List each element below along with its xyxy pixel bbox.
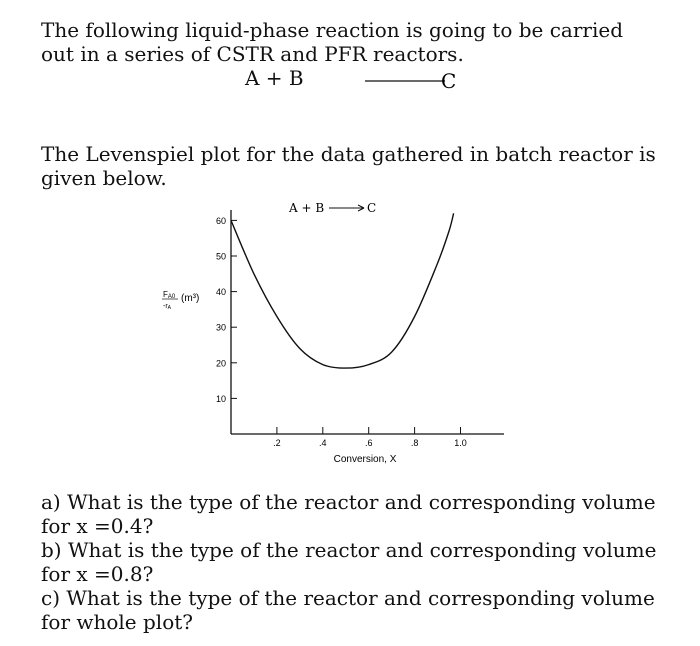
- x-tick-label: .6: [364, 438, 373, 448]
- y-tick-label: 20: [215, 358, 226, 369]
- ylabel-numerator: FA0: [163, 290, 176, 300]
- y-axis-label: [162, 290, 199, 311]
- y-tick-label: 40: [215, 287, 226, 298]
- levenspiel-paragraph: The Levenspiel plot for the data gathered in batch reactor is given below.: [41, 142, 656, 190]
- x-tick-label: .8: [410, 438, 419, 448]
- ylabel-unit: (m³): [181, 293, 200, 304]
- y-tick-label: 10: [215, 393, 226, 404]
- x-tick-label: .4: [319, 438, 327, 448]
- question-a: a) What is the type of the reactor and corresponding volume for x =0.4?: [41, 490, 656, 538]
- y-ticks: [216, 216, 237, 404]
- y-tick-label: 30: [215, 322, 226, 333]
- x-tick-label: .2: [273, 438, 281, 448]
- levenspiel-curve: [231, 213, 454, 368]
- reaction-reactants: A + B: [245, 66, 304, 90]
- questions: [41, 490, 661, 634]
- ylabel-denominator: -rA: [163, 303, 172, 311]
- question-c: c) What is the type of the reactor and corresponding volume for whole plot?: [41, 586, 655, 634]
- x-axis-label: Conversion, X: [333, 454, 397, 465]
- question-b: b) What is the type of the reactor and corresponding volume for x =0.8?: [41, 538, 657, 586]
- intro-paragraph: The following liquid-phase reaction is going to be carried out in a series of CSTR and PFR reactors.: [41, 18, 623, 66]
- plot-axes: [231, 210, 504, 434]
- reaction-product: C: [441, 69, 457, 93]
- plot-reaction-arrowhead: [358, 205, 364, 211]
- x-tick-label: 1.0: [454, 438, 467, 448]
- x-ticks: [273, 427, 467, 448]
- plot-reaction-label: A + B: [289, 201, 325, 215]
- plot-reaction-product: C: [367, 201, 377, 215]
- y-tick-label: 60: [215, 215, 226, 226]
- reaction-arrow: [365, 66, 465, 94]
- y-tick-label: 50: [215, 251, 226, 262]
